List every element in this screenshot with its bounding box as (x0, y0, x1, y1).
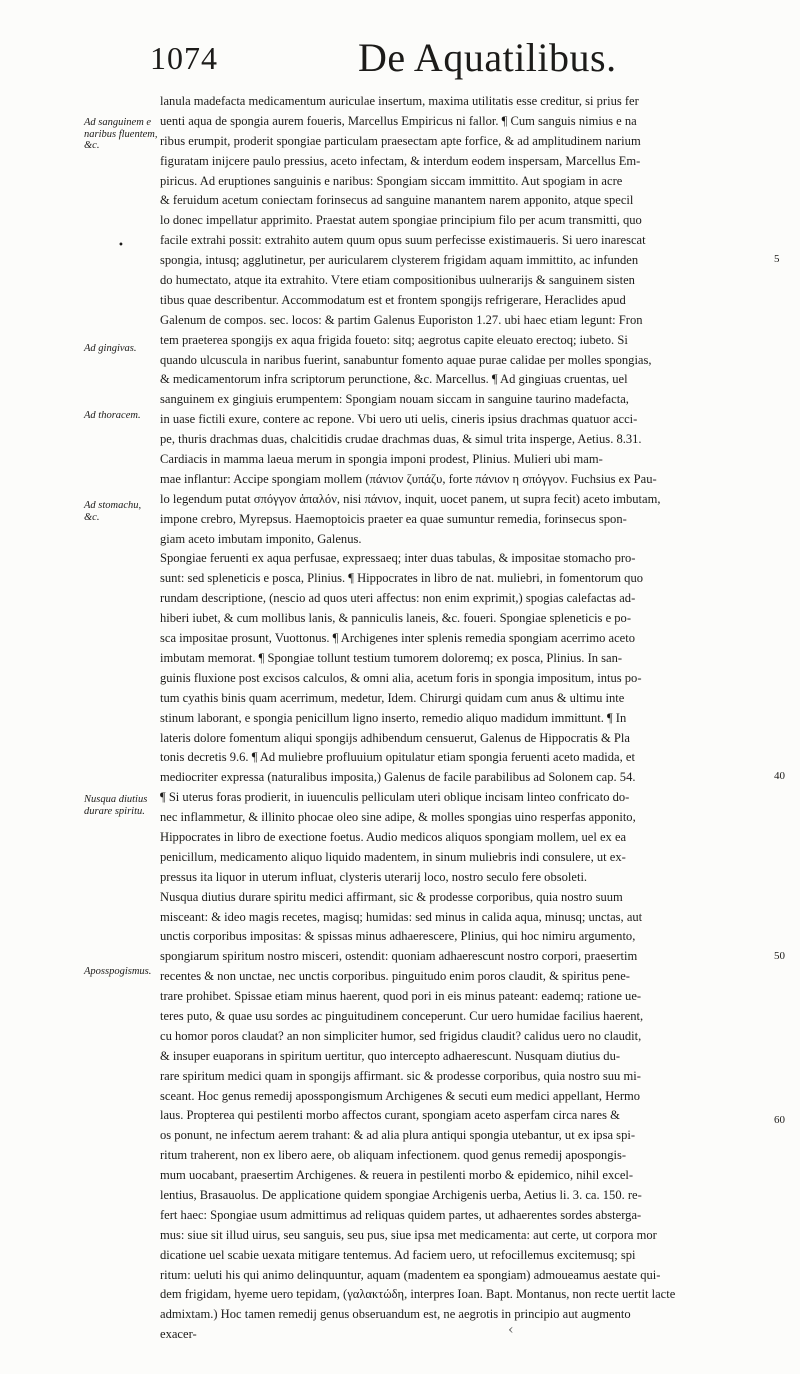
text-line: sca impositae prosunt, Vuottonus. ¶ Archigenes inter splenis remedia spongiam acerrimo aceto (160, 631, 635, 646)
text-line: lateris dolore fomentum aliqui spongijs adhibendum censuerut, Galenus de Hippocratis & Pla (160, 730, 630, 745)
text-line: Cardiacis in mamma laeua merum in spongia imponi prodest, Plinius. Mulieri ubi mam- (160, 452, 603, 467)
line-number: 50 (774, 950, 785, 962)
text-line: dicatione uel scabie uexata mitigare tentemus. Ad faciem uero, ut refocillemus excitemusq; spi (160, 1247, 636, 1262)
text-line: penicillum, medicamento aliquo liquido madentem, in sinum muliebris indi consulere, ut ex- (160, 849, 626, 864)
text-line: trare prohibet. Spissae etiam minus haerent, quod pori in eis minus pateant: eademq; ratione ue- (160, 989, 642, 1004)
text-line: recentes & non unctae, nec unctis corporibus. pinguitudo enim poros claudit, & spiritus pene- (160, 969, 630, 984)
page-number: 1074 (150, 40, 218, 76)
text-line: facile extrahi possit: extrahito autem quum opus suum perfecisse existimaueris. Si uero inarescat (160, 233, 646, 248)
text-line: & medicamentorum infra scriptorum perunctione, &c. Marcellus. ¶ Ad gingiuas cruentas, uel (160, 372, 628, 387)
page-mark: ‹ (508, 1322, 514, 1338)
text-line: Spongiae feruenti ex aqua perfusae, expressaeq; inter duas tabulas, & impositae stomacho pro- (160, 551, 636, 566)
text-line: guinis fluxione post excisos calculos, & omni alia, acetum foris in spongia impositum, intus po- (160, 670, 642, 685)
text-line: Galenum de compos. sec. locos: & partim Galenus Euporiston 1.27. ubi haec etiam legunt: Fron (160, 312, 643, 327)
margin-note-breath: Nusqua diutius durare spiritu. (84, 794, 148, 817)
text-line: dem frigidam, hyeme uero tepidam, (γαλακτώδη, interpres Ioan. Bapt. Montanus, non recte uertit lacte (160, 1287, 676, 1302)
text-line: tem praeterea spongijs ex aqua frigida foueto: sitq; aegrotus capite eleuato erectoq; iubeto. Si (160, 332, 628, 347)
text-line: tum cyathis binis quam acerrimum, medetur, Idem. Chirurgi quidam cum anus & ultimu inte (160, 690, 625, 705)
text-line: misceant: & ideo magis recetes, magisq; humidas: sed minus in calida aqua, minusq; unctas, aut (160, 909, 643, 924)
text-line: mum uocabant, praesertim Archigenes. & reuera in pestilenti morbo & epidemico, nihil excel- (160, 1168, 634, 1183)
text-line: stinum laborant, e spongia penicillum ligno inserto, remedio aliquo madidum immittunt. ¶ In (160, 710, 627, 725)
text-line: figuratam inijcere paulo pressius, aceto infectam, & interdum eodem inspersam, Marcellus Em- (160, 153, 641, 168)
text-line: rare spiritum medici quam in spongijs affirmant. sic & prodesse corporibus, quia nostro suu mi- (160, 1068, 641, 1083)
text-line: unctis corporibus impositas: & spissas minus adhaerescere, Plinius, qui hoc nimiru argumento, (160, 929, 636, 944)
margin-dot: • (118, 240, 124, 251)
text-line: ¶ Si uterus foras prodierit, in iuuenculis pelliculam uteri oblique incisam linteo confricato do- (160, 790, 630, 805)
text-line: cu homor poros claudat? an non simpliciter humor, sed frigidus claudit? calidus uero no claudit, (160, 1028, 642, 1043)
margin-note-apospongism: Aposspogismus. (84, 966, 152, 977)
text-line: uenti aqua de spongia aurem foueris, Marcellus Empiricus ni fallor. ¶ Cum sanguis nimius e na (160, 113, 637, 128)
text-line: mae inflantur: Accipe spongiam mollem (πάνιον ζυπάζυ, forte πάνιον η σπόγγον. Fuchsius ex Pau- (160, 471, 657, 486)
line-number: 60 (774, 1114, 785, 1126)
text-line: os ponunt, ne infectum aerem trahant: & ad alia plura antiqui spongia utebantur, ut ex ipsa spi- (160, 1128, 636, 1143)
margin-note-stomach: Ad stomachu, &c. (84, 500, 142, 523)
text-line: ritum: ueluti his qui animo delinquuntur, aquam (madentem ea spongiam) admoueamus aestate qui- (160, 1267, 661, 1282)
margin-note-chest: Ad thoracem. (84, 410, 141, 421)
line-number: 40 (774, 770, 785, 782)
page-title: De Aquatilibus. (358, 35, 617, 80)
text-line: spongia, intusq; agglutinetur, per auricularem clysterem frigidam aquam immittito, ac infunden (160, 253, 639, 268)
body-text (160, 92, 788, 1345)
text-line: mediocriter expressa (naturalibus imposita,) Galenus de facile parabilibus ad Solonem cap. 54. (160, 770, 636, 785)
text-line: sceant. Hoc genus remedij aposspongismum Archigenes & secuti eum medici appellant, Hermo (160, 1088, 641, 1103)
text-line: nec inflammetur, & illinito phocae oleo sine adipe, & molles spongias uino resperfas apponito, (160, 810, 636, 825)
text-line: rundam descriptione, (nescio ad quos uteri affectus: non enim exprimit,) spogias calefactas ad- (160, 591, 636, 606)
text-line: mus: siue sit illud uirus, seu sanguis, seu pus, siue ipsa met medicamenta: aut certe, ut corpora mor (160, 1227, 657, 1242)
text-line: pressus ita liquor in uterum influat, clysteris uterarij loco, nostro seculo fere obsoleti. (160, 869, 588, 884)
text-line: in uase fictili exure, contere ac repone. Vbi uero uti uelis, cineris ipsius drachmas quatuor acci- (160, 412, 638, 427)
text-line: fert haec: Spongiae usum admittimus ad reliquas quidem partes, ut adhaerentes sordes absterga- (160, 1207, 642, 1222)
margin-note-gums: Ad gingivas. (84, 343, 137, 354)
margin-note-nose: Ad sanguinem e naribus fluentem, &c. (84, 117, 158, 151)
text-line: ritum traherent, non ex libero aere, ob aliquam infectionem. quod genus remedij apospongis- (160, 1148, 627, 1163)
text-line: admixtam.) Hoc tamen remedij genus obseruandum est, ne aegrotis in principio aut augmento (160, 1307, 631, 1322)
text-line: impone crebro, Myrepsus. Haemoptoicis praeter ea quae sumuntur remedia, forinsecus spon- (160, 511, 627, 526)
text-line: do humectato, atque ita extrahito. Vtere etiam compositionibus uulnerarijs & sanguinem sisten (160, 273, 635, 288)
text-line: spongiarum spiritum nostro misceri, ostendit: quoniam adhaerescunt nostro corpori, praesertim (160, 949, 638, 964)
text-line: sunt: sed spleneticis e posca, Plinius. ¶ Hippocrates in libro de nat. muliebri, in fomentorum quo (160, 571, 644, 586)
text-line: giam aceto imbutam imponito, Galenus. (160, 531, 362, 546)
text-line: ribus erumpit, proderit spongiae particulam praesectam apte forfice, & ad amplitudinem narium (160, 133, 641, 148)
text-line: lo donec impellatur apprimito. Praestat autem spongiae principium filo per acum transmitti, quo (160, 213, 642, 228)
text-line: imbutam memorat. ¶ Spongiae tollunt testium tumorem doloremq; ex posca, Plinius. In san- (160, 650, 623, 665)
text-line: lentius, Brasauolus. De applicatione quidem spongiae Archigenis uerba, Aetius li. 3. ca. 150. re- (160, 1187, 642, 1202)
text-line: sanguinem ex gingiuis erumpentem: Spongiam nouam siccam in sanguine taurino madefacta, (160, 392, 629, 407)
text-line: tibus quae describentur. Accommodatum est et frontem spongijs refrigerare, Heraclides apud (160, 292, 626, 307)
line-number: 5 (774, 253, 780, 265)
text-line: lo legendum putat σπόγγον ἁπαλόν, nisi πάνιον, inquit, uocet panem, ut supra fecit) aceto imbutam, (160, 491, 661, 506)
text-line: & feruidum acetum coniectam forinsecus ad sanguine manantem narem apponito, atque specil (160, 193, 634, 208)
text-line: hiberi iubet, & cum mollibus lanis, & panniculis laneis, &c. foueri. Spongiae spleneticis e po- (160, 611, 632, 626)
text-line: lanula madefacta medicamentum auriculae insertum, maxima utilitatis esse creditur, si prius fer (160, 94, 639, 108)
text-line: laus. Propterea qui pestilenti morbo affectos curant, spongiam aceto asperfam circa nares & (160, 1108, 620, 1123)
text-line: quando ulcuscula in naribus fuerint, sanabuntur fomento aquae purae calidae per molles spongias, (160, 352, 652, 367)
text-line: & insuper euaporans in spiritum uertitur, quo intercepto adhaerescunt. Nusquam diutius du- (160, 1048, 621, 1063)
text-line: tonis decretis 9.6. ¶ Ad muliebre profluuium opitulatur etiam spongia feruenti aceto madida, et (160, 750, 635, 765)
text-line: exacer- (160, 1327, 197, 1342)
text-line: teres puto, & quae usu sordes ac pinguitudinem conceperunt. Cur uero humidae facilius haerent, (160, 1008, 644, 1023)
text-line: piricus. Ad eruptiones sanguinis e naribus: Spongiam siccam immittito. Aut spogiam in acre (160, 173, 623, 188)
text-line: Nusqua diutius durare spiritu medici affirmant, sic & prodesse corporibus, quia nostro suum (160, 889, 623, 904)
text-line: Hippocrates in libro de exectione foetus. Audio medicos aliquos spongiam mollem, uel ex ea (160, 829, 627, 844)
text-line: pe, thuris drachmas duas, chalcitidis crudae drachmas duas, & simul trita insperge, Aetius. 8.31. (160, 432, 642, 447)
